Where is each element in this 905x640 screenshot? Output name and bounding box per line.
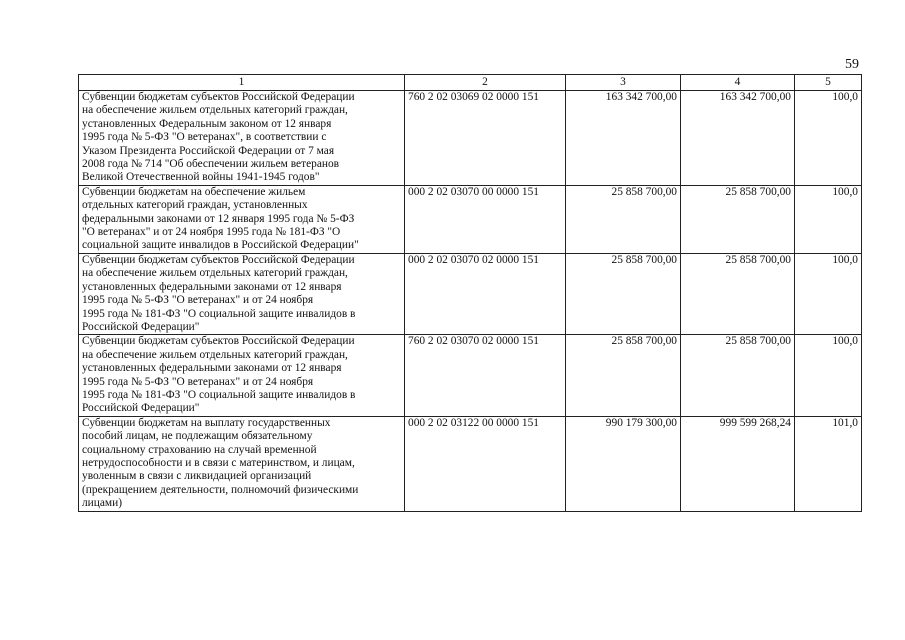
row-name-line: "О ветеранах" и от 24 ноября 1995 года № 181-ФЗ "О — [82, 226, 341, 239]
row-col5-cell: 100,0 — [795, 253, 862, 334]
row-name-line: федеральными законами от 12 января 1995 года № 5-ФЗ — [82, 212, 355, 225]
row-col3-cell: 163 342 700,00 — [566, 91, 681, 186]
row-col5-cell: 101,0 — [795, 416, 862, 511]
row-name-cell — [79, 335, 405, 416]
row-code-cell: 000 2 02 03070 02 0000 151 — [405, 253, 566, 334]
row-col3-cell: 25 858 700,00 — [566, 335, 681, 416]
row-code-cell: 000 2 02 03122 00 0000 151 — [405, 416, 566, 511]
row-col5-cell: 100,0 — [795, 185, 862, 253]
row-name-line: социальной защите инвалидов в Российской Федерации" — [82, 239, 359, 252]
row-name-line: Субвенции бюджетам на выплату государственных — [82, 416, 331, 429]
row-name-line: (прекращением деятельности, полномочий физическими — [82, 483, 359, 496]
row-name-line: 2008 года № 714 "Об обеспечении жильем ветеранов — [82, 158, 340, 171]
row-name-cell — [79, 253, 405, 334]
row-col4-cell: 25 858 700,00 — [681, 335, 795, 416]
page-number: 59 — [845, 57, 859, 72]
row-name-line: Указом Президента Российской Федерации от 7 мая — [82, 144, 335, 157]
row-name-line: уволенным в связи с ликвидацией организаций — [82, 470, 312, 483]
row-name-line: 1995 года № 181-ФЗ "О социальной защите инвалидов в — [82, 307, 356, 320]
row-name-line: 1995 года № 181-ФЗ "О социальной защите инвалидов в — [82, 388, 356, 401]
table-row — [79, 416, 862, 511]
column-header-5: 5 — [795, 75, 862, 91]
row-name-line: Субвенции бюджетам субъектов Российской Федерации — [82, 335, 355, 348]
row-name-cell — [79, 416, 405, 511]
row-name-line: на обеспечение жильем отдельных категорий граждан, — [82, 267, 348, 280]
column-header-4: 4 — [681, 75, 795, 91]
row-name-line: установленных федеральными законами от 12 января — [82, 362, 342, 375]
row-name-line: на обеспечение жильем отдельных категорий граждан, — [82, 348, 348, 361]
row-name-line: Субвенции бюджетам субъектов Российской Федерации — [82, 91, 355, 103]
row-name-cell — [79, 185, 405, 253]
row-name-line: 1995 года № 5-ФЗ "О ветеранах", в соответствии с — [82, 131, 327, 144]
table-body — [79, 91, 862, 512]
row-col4-cell: 25 858 700,00 — [681, 253, 795, 334]
row-name-line: на обеспечение жильем отдельных категорий граждан, — [82, 104, 348, 117]
row-name-line: отдельных категорий граждан, установленных — [82, 199, 308, 212]
budget-table — [78, 74, 862, 512]
row-name-line: нетрудоспособности и в связи с материнством, и лицам, — [82, 456, 355, 469]
row-name-line: установленных федеральными законами от 12 января — [82, 280, 342, 293]
table-row — [79, 91, 862, 186]
column-header-2: 2 — [405, 75, 566, 91]
row-code-cell: 000 2 02 03070 00 0000 151 — [405, 185, 566, 253]
row-name-line: установленных Федеральным законом от 12 января — [82, 117, 332, 130]
row-col5-cell: 100,0 — [795, 335, 862, 416]
row-col4-cell: 25 858 700,00 — [681, 185, 795, 253]
table-row — [79, 335, 862, 416]
table-header-row — [79, 75, 862, 91]
row-col4-cell: 163 342 700,00 — [681, 91, 795, 186]
row-col5-cell: 100,0 — [795, 91, 862, 186]
table-row — [79, 253, 862, 334]
row-name-line: Российской Федерации" — [82, 320, 200, 333]
row-name-cell — [79, 91, 405, 186]
row-name-line: социальному страхованию на случай временной — [82, 443, 317, 456]
row-col3-cell: 25 858 700,00 — [566, 253, 681, 334]
table-row — [79, 185, 862, 253]
row-code-cell: 760 2 02 03069 02 0000 151 — [405, 91, 566, 186]
row-name-line: Субвенции бюджетам субъектов Российской Федерации — [82, 253, 355, 266]
row-code-cell: 760 2 02 03070 02 0000 151 — [405, 335, 566, 416]
row-name-line: пособий лицам, не подлежащим обязательному — [82, 430, 313, 443]
column-header-3: 3 — [566, 75, 681, 91]
row-col3-cell: 990 179 300,00 — [566, 416, 681, 511]
row-name-line: Великой Отечественной войны 1941-1945 годов" — [82, 171, 320, 184]
row-name-line: Субвенции бюджетам на обеспечение жильем — [82, 185, 306, 198]
row-name-line: лицами) — [82, 497, 123, 510]
row-name-line: Российской Федерации" — [82, 402, 200, 415]
row-name-line: 1995 года № 5-ФЗ "О ветеранах" и от 24 ноября — [82, 294, 314, 307]
column-header-1: 1 — [79, 75, 405, 91]
row-col4-cell: 999 599 268,24 — [681, 416, 795, 511]
row-name-line: 1995 года № 5-ФЗ "О ветеранах" и от 24 ноября — [82, 375, 314, 388]
row-col3-cell: 25 858 700,00 — [566, 185, 681, 253]
